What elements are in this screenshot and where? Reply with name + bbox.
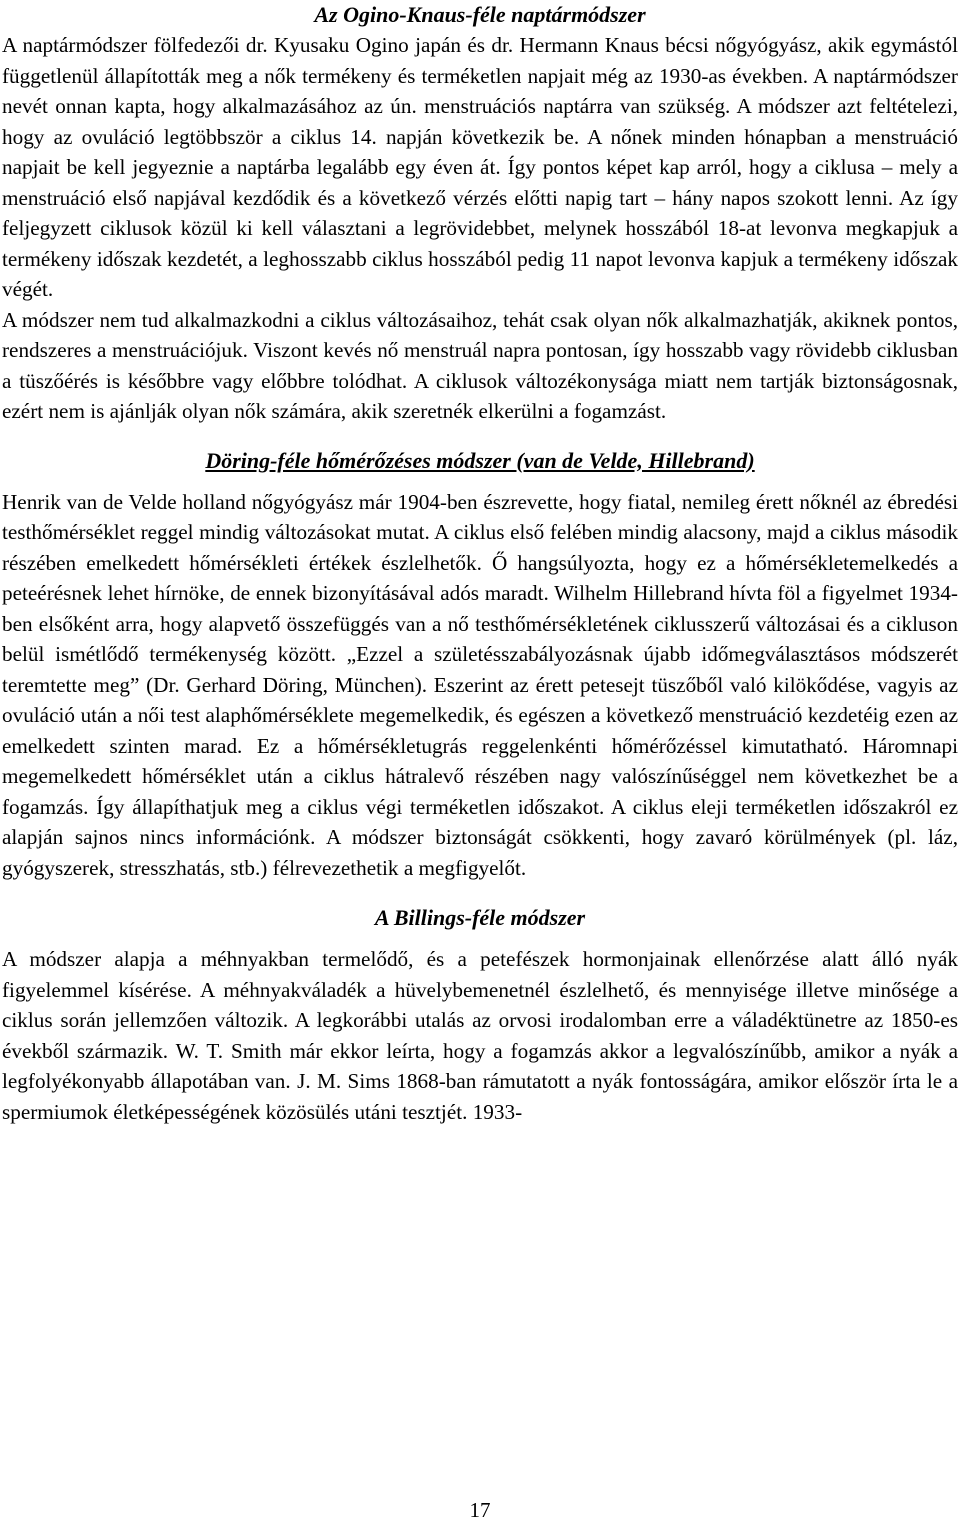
section-heading-doring: Döring-féle hőmérőzéses módszer (van de Velde, Hillebrand) [205,447,755,473]
paragraph-doring-1: Henrik van de Velde holland nőgyógyász már 1904-ben észrevette, hogy fiatal, nemileg érett nőknél az ébredési testhőmérséklet reggel mindig változásokat mutat. A ciklus első felében mindig alacsony, majd a ciklus második részében emelkedett hőmérsékleti értékek észlelhetők. Ő hangsúlyozta, hogy ez a hőmérsékletemelkedés a peteérésnek lehet hírnöke, de ennek bizonyításával adós maradt. Wilhelm Hillebrand hívta föl a figyelmet 1934-ben elsőként arra, hogy alapvető összefüggés van a nő testhőmérsékletének ciklusszerű változásai és a cikluson belül ismétlődő termékenység között. „Ezzel a születésszabályozásnak újabb időmegválasztásos módszerét teremtette meg” (Dr. Gerhard Döring, München). Eszerint az érett petesejt tüszőből való kilökődése, vagyis az ovuláció után a női test alaphőmérséklete megemelkedik, és egészen a következő menstruáció kezdetéig ezen az emelkedett szinten marad. Ez a hőmérsékletugrás reggelenkénti hőmérőzéssel kimutatható. Háromnapi megemelkedett hőmérséklet után a ciklus hátralevő részében nagy valószínűséggel nem következhet be a fogamzás. Így állapíthatjuk meg a ciklus végi terméketlen időszakot. A ciklus eleji terméketlen időszakról ez alapján sajnos nincs információnk. A módszer biztonságát csökkenti, hogy zavaró körülmények (pl. láz, gyógyszerek, stresszhatás, stb.) félrevezethetik a megfigyelőt. [2,489,958,880]
section-heading-ogino-knaus: Az Ogino-Knaus-féle naptármódszer [314,2,646,27]
page-number: 17 [469,1498,491,1522]
paragraph-ogino-2: A módszer nem tud alkalmazkodni a ciklus változásaihoz, tehát csak olyan nők alkalmazhatják, akiknek pontos, rendszeres a menstruációjuk. Viszont kevés nő menstruál napra pontosan, így hosszabb vagy rövidebb ciklusban a tüszőérés is későbbre vagy előbbre tolódhat. A ciklusok változékonysága miatt nem tartják biztonságosnak, ezért nem is ajánlják olyan nők számára, akik szeretnék elkerülni a fogamzást. [2,307,958,423]
paragraph-billings-1: A módszer alapja a méhnyakban termelődő, és a petefészek hormonjainak ellenőrzése alatt álló nyák figyelemmel kísérése. A méhnyakváladék a hüvelybemenetnél észlelhető, és mennyisége illetve minősége a ciklus során jellemzően változik. A legkorábbi utalás az orvosi irodalomban erre a váladéktünetre az 1850-es évekből származik. W. T. Smith már ekkor leírta, hogy a fogamzás akkor a legvalószínűbb, amikor a nyák a legfolyékonyabb állapotában van. J. M. Sims 1868-ban rámutatott a nyák fontosságára, amikor először írta le a spermiumok életképességének közösülés utáni tesztjét. 1933- [2,947,958,1124]
paragraph-ogino-1: A naptármódszer fölfedezői dr. Kyusaku Ogino japán és dr. Hermann Knaus bécsi nőgyógyász, akik egymástól függetlenül állapították meg a nők termékeny és terméketlen napjait még az 1930-as években. A naptármódszer nevét onnan kapta, hogy alkalmazásához az ún. menstruációs naptárra van szükség. A módszer azt feltételezi, hogy az ovuláció legtöbbször a ciklus 14. napján következik be. A nőnek minden hónapban a menstruáció napjait be kell jegyeznie a naptárba legalább egy éven át. Így pontos képet kap arról, hogy a ciklusa – mely a menstruáció első napjával kezdődik és a következő vérzés előtti napig tart – hány napos szokott lenni. Az így feljegyzett ciklusok közül ki kell választani a legrövidebbet, melynek hosszából 18-at levonva megkapjuk a termékeny időszak kezdetét, a leghosszabb ciklus hosszából pedig 11 napot levonva kapjuk a termékeny időszak végét. [2,33,958,301]
section-heading-billings: A Billings-féle módszer [374,905,586,930]
page-content [2,0,958,1127]
